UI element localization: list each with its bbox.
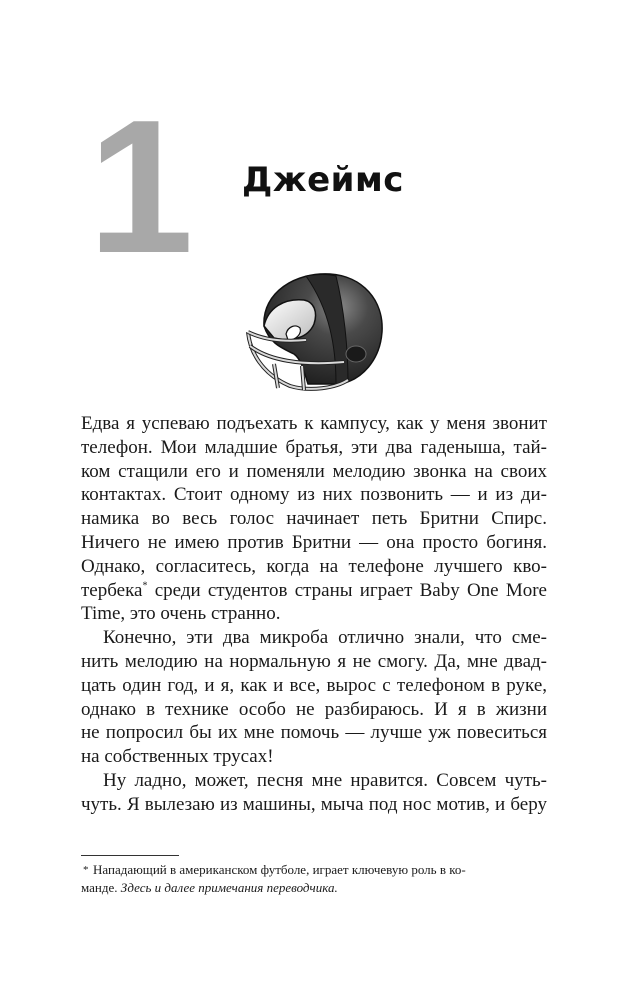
body-line: однако в технике особо не разбираюсь. И я в жизни (81, 698, 547, 720)
footnote-divider (81, 855, 179, 856)
footnote-marker: * (142, 580, 148, 592)
footnote-star: * (83, 864, 89, 876)
body-line: не попросил бы их мне помочь — лучше уж повеситься (81, 722, 547, 744)
footnote-line: Нападающий в американском футболе, играет ключевую роль в ко- (93, 862, 466, 877)
body-line: Конечно, эти два микроба отлично знали, что сме- (103, 627, 547, 649)
footnote-line (81, 879, 547, 897)
footnote-text: манде. (81, 880, 121, 895)
body-line (81, 579, 547, 603)
body-line: цать один год, и я, как и все, вырос с телефоном в руке, (81, 674, 547, 696)
translator-note: Здесь и далее примечания переводчика. (120, 880, 338, 895)
body-line: Однако, согласитесь, когда на телефоне лучшего кво- (81, 555, 547, 577)
footnote (81, 861, 547, 897)
body-line-part: тербека (81, 579, 143, 601)
body-line: намика во весь голос начинает петь Бритни Спирс. (81, 508, 547, 530)
body-line: Time, это очень странно. (81, 603, 281, 625)
body-line: ком стащили его и поменяли мелодию звонка на своих (81, 460, 547, 482)
body-line: на собственных трусах! (81, 746, 274, 768)
chapter-number: 1 (88, 81, 190, 293)
body-line: телефон. Мои младшие братья, эти два гаденыша, тай- (81, 436, 547, 458)
body-line: контактах. Стоит одному из них позвонить — и из ди- (81, 484, 547, 506)
chapter-title: Джеймс (242, 160, 404, 200)
body-line-part: среди студентов страны играет Baby One More (147, 579, 547, 601)
body-line: Едва я успеваю подъехать к кампусу, как у меня звонит (81, 413, 547, 434)
body-line: нить мелодию на нормальную я не смогу. Да, мне двад- (81, 650, 547, 672)
chapter-body (81, 412, 547, 817)
body-line: чуть. Я вылезаю из машины, мыча под нос мотив, и беру (81, 793, 547, 815)
body-line: Ну ладно, может, песня мне нравится. Совсем чуть- (103, 769, 547, 791)
football-helmet-icon (244, 268, 386, 392)
body-line: Ничего не имею против Бритни — она просто богиня. (81, 531, 547, 553)
